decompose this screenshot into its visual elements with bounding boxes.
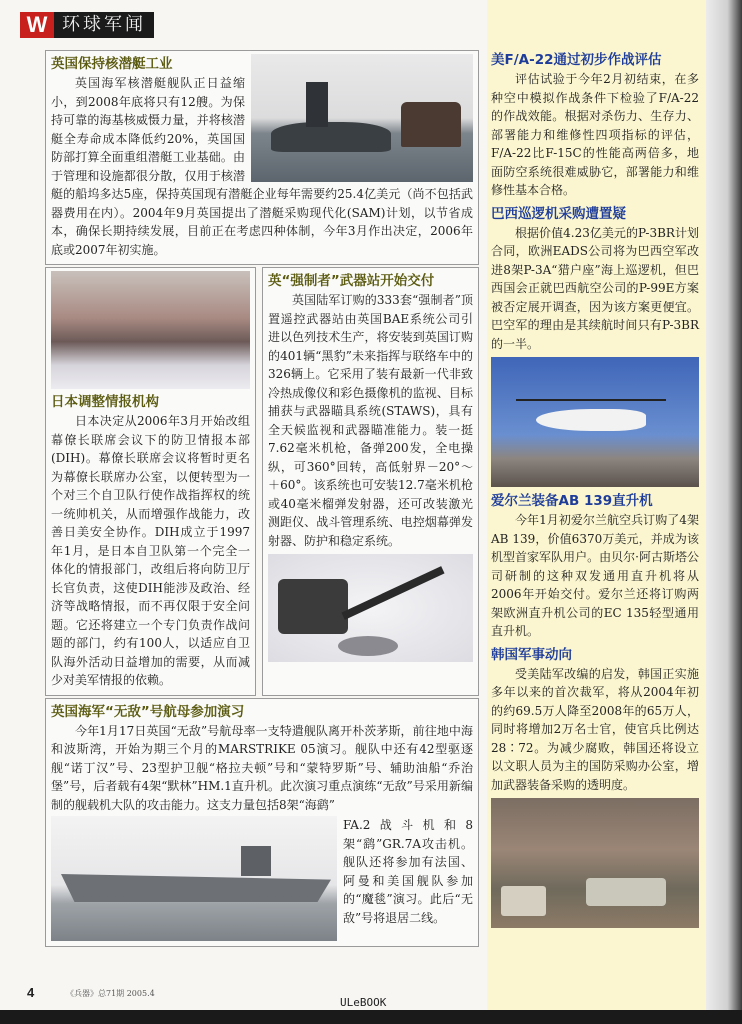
article-body: 今年1月17日英国“无敌”号航母率一支特遣舰队离开朴茨茅斯，前往地中海和波斯湾，开始为期三个月的MARSTRIKE 05演习。舰队中还有42型驱逐舰“诺丁汉”号、23型护卫舰“格拉夫顿”号和“蒙特罗斯”号、辅助油船“乔治堡”号，后者载有4架“默林”HM.1直升机。此次演习重点演练“无敌”号采用新编制的舰载机大队的攻击能力。这支力量包括8架“海鹞” — [51, 723, 473, 812]
article-title: 美F/A-22通过初步作战评估 — [491, 52, 662, 68]
article-brazil-patrol — [491, 204, 699, 354]
article-uk-enforcer — [262, 267, 479, 696]
section-logo — [20, 12, 154, 38]
article-us-fa22 — [491, 50, 699, 200]
page-edge — [706, 0, 742, 1012]
section-title: 环球军闻 — [54, 12, 154, 38]
article-body: 受美陆军改编的启发，韩国正实施多年以来的首次裁军，将从2004年初的约69.5万人降至2008年的65万人，同时将增加2万名士官，使官兵比例达28∶72。为减少腐败，韩国还将设立以文职人员为主的国防采购办公室，增加武器装备采购的透明度。 — [491, 666, 699, 792]
article-body: 日本决定从2006年3月开始改组幕僚长联席会议下的防卫情报本部(DIH)。幕僚长联席会议将暂时更名为幕僚长联席办公室，以便转型为一个对三个自卫队行使作战指挥权的统一统帅机关，从而增强作战能力，改善日美安全协作。DIH成立于1997年1月，是日本自卫队第一个完全一体化的情报部门，改组后将向防卫厅长官负责，这使DIH能涉及政治、经济等战略情报，而不再仅限于安全问题。它还将建立一个专门负责作战问题的部门，约有100人，以适应自卫队海外活动日益增加的需要，从而减少对美军情报的依赖。 — [51, 414, 250, 687]
article-body: 根据价值4.23亿美元的P-3BR计划合同，欧洲EADS公司将为巴西空军改进8架P-3A“猎户座”海上巡逻机，但巴西国会正就巴西航空公司的P-99E方案被否定展开调查，因为该方案更便宜。巴空军的理由是其续航时间只有P-3BR的一半。 — [491, 225, 699, 351]
article-title: 韩国军事动向 — [491, 646, 572, 663]
logo-letter: W — [20, 12, 54, 38]
bottom-band — [0, 1010, 742, 1024]
article-title: 英国保持核潜艇工业 — [51, 56, 173, 72]
tanks-photo — [491, 798, 699, 928]
middle-row — [45, 267, 479, 696]
meeting-photo — [51, 271, 250, 389]
article-korea — [491, 645, 699, 795]
article-title: 英“强制者”武器站开始交付 — [268, 273, 435, 289]
submarine-photo — [251, 54, 473, 182]
left-columns — [45, 50, 479, 947]
issue-info: 《兵器》总71期 2005.4 — [66, 989, 155, 998]
article-title: 爱尔兰装备AB 139直升机 — [491, 493, 653, 509]
aircraft-carrier-photo — [51, 816, 337, 941]
helicopter-photo — [491, 357, 699, 487]
watermark: ULeBOOK — [340, 996, 387, 1009]
article-body: 评估试验于今年2月初结束，在多种空中模拟作战条件下检验了F/A-22的作战效能。根据对杀伤力、生存力、部署能力和维修性四项指标的评估，F/A-22比F-15C的性能高两倍多，地面防空系统很难威胁它，部署能力和维修性基本合格。 — [491, 72, 699, 197]
article-title: 英国海军“无敌”号航母参加演习 — [51, 703, 245, 720]
article-title: 巴西巡逻机采购遭置疑 — [491, 205, 626, 222]
weapon-station-photo — [268, 554, 473, 662]
article-uk-invincible — [45, 698, 479, 948]
right-column-stack — [491, 50, 699, 928]
article-body-side: FA.2战斗机和8架“鹞”GR.7A攻击机。舰队还将参加有法国、阿曼和美国舰队参加的“魔毯”演习。此后“无敌”号将退居二线。 — [343, 818, 473, 925]
article-uk-submarine — [45, 50, 479, 265]
page-number: 4 — [27, 985, 35, 1000]
article-body: 今年1月初爱尔兰航空兵订购了4架AB 139，价值6370万美元，并成为该机型首家军队用户。由贝尔·阿古斯塔公司研制的这种双发通用直升机将从2006年开始交付。爱尔兰还将订购两架欧洲直升机公司的EC 135轻型通用直升机。 — [491, 513, 699, 638]
article-body: 英国陆军订购的333套“强制者”顶置遥控武器站由英国BAE系统公司引进以色列技术生产，将安装到英国订购的401辆“黑豹”未来指挥与联络车中的326辆上。它采用了装有最新一代非致冷热成像仪和彩色摄像机的监视、目标捕获与武器瞄具系统(STAWS)，具有全天候监视和武器瞄准能力。装一挺7.62毫米机枪，备弹200发，全电操纵，可360°回转，高低射界－20°～＋60°。该系统也可安装12.7毫米机枪或40毫米榴弹发射器，还可改装激光测距仪、战斗管理系统、电控烟幕弹发射器、防护和稳定系统。 — [268, 293, 473, 548]
article-title: 日本调整情报机构 — [51, 394, 159, 410]
article-ireland-ab139 — [491, 491, 699, 641]
article-japan-intel — [45, 267, 256, 696]
article-body: 英国海军核潜艇舰队正日益缩小，到2008年底将只有12艘。为保持可靠的海基核威慑力量，并将核潜艇全寿命成本降低约20%，英国国防部打算全面重组潜艇工业基础。由于管理和设施都很分散，仅用于核潜艇的船坞多达5座，保持英国现有潜艇企业每年需要约25.4亿美元（尚不包括武器费用在内）。2004年9月英国提出了潜艇采购现代化(SAM)计划，以节省成本，确保长期持续发展，目前正在考虑四种体制，今年3月作出决定，2006年底或2007年初实施。 — [51, 76, 473, 257]
